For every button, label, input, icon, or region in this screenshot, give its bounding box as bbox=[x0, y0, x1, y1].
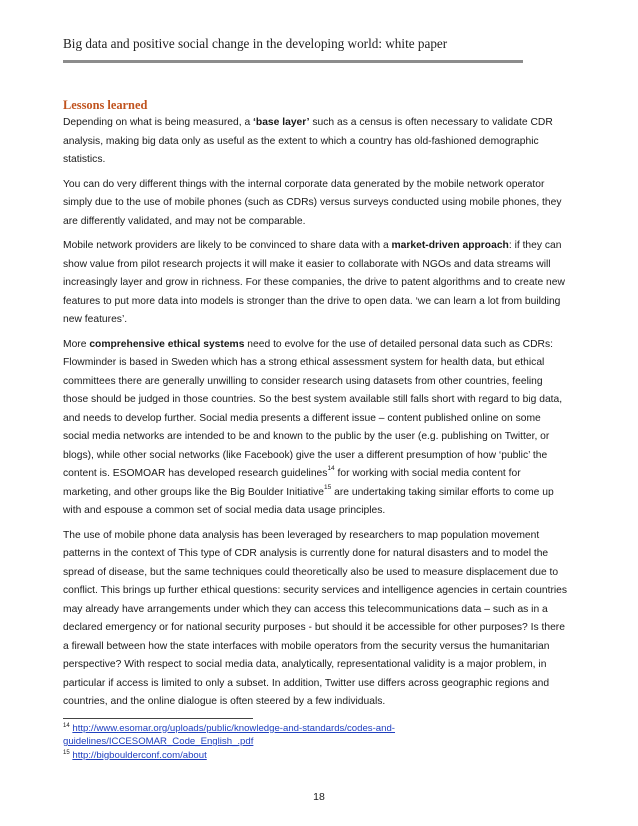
footnote-ref-14[interactable]: 14 bbox=[327, 465, 335, 472]
bold-phrase-market-driven: market-driven approach bbox=[391, 240, 509, 251]
page-number: 18 bbox=[313, 791, 325, 803]
footnote-link-bigboulder[interactable]: http://bigboulderconf.com/about bbox=[72, 749, 207, 761]
paragraph-text: such as a census is often necessary to validate CDR analysis, making big data only as useful as the extent to which a country has old-fashioned demographic statistics. bbox=[63, 117, 553, 165]
footnote-number: 14 bbox=[63, 722, 70, 729]
paragraph-base-layer bbox=[63, 114, 568, 170]
paragraph-mobile-analysis: The use of mobile phone data analysis has been leveraged by researchers to map population movement patterns in the context of This type of CDR analysis is currently done for natural disasters and to model the spread of disease, but the same techniques could theoretically also be used to measure displacement due to conflict. This brings up further ethical questions: security services and intelligence agencies in certain countries may already have arrangements under which they can access this telecommunications data – such as in a declared emergency or for national security purposes - but should it be accessible for other purposes? Is there a firewall between how the state interfaces with mobile operators from the security versus the humanitarian perspective? With respect to social media data, analytically, representational validity is a major problem, in particular if access is limited to only a subset. In addition, Twitter use differs across geographic regions and countries, and the online dialogue is often steered by a few individuals. bbox=[63, 529, 568, 707]
bold-phrase-ethical-systems: comprehensive ethical systems bbox=[89, 338, 245, 350]
paragraph-text: need to evolve for the use of detailed personal data such as CDRs: Flowminder is based in Sweden which has a strong ethical assessment system for health data, but ethical committees there are generally unwilling to consider research using datasets from other countries, feeling those should be judged in those countries. So the best system available still falls short with regard to big data, and needs to develop further. Social media presents a different issue – content published online on some social media networks are intended to be and known to the public by the user (e.g. publishing on Twitter, or blogs), while other social networks (like Facebook) give the user a different presumption of how ‘public’ the content is. ESOMOAR has developed research guidelines bbox=[63, 338, 563, 479]
section-heading: Lessons learned bbox=[63, 98, 148, 112]
header-divider bbox=[63, 60, 523, 63]
paragraph-text: More bbox=[63, 338, 90, 350]
paragraph-market-driven bbox=[63, 237, 568, 330]
bold-phrase-base-layer: ‘base layer’ bbox=[253, 117, 310, 128]
footnote-ref-15[interactable]: 15 bbox=[324, 483, 332, 491]
paragraph-text: for working with social media content for marketing, and other groups like the Big Boulder Initiative bbox=[63, 468, 521, 498]
paragraph-corporate-data: You can do very different things with the internal corporate data generated by the mobile network operator simply due to the use of mobile phones (such as CDRs) versus surveys conducted using mobile phones, they are differently validated, and may not be comparable. bbox=[63, 178, 562, 227]
footnote-link-esomar[interactable]: http://www.esomar.org/uploads/public/knowledge-and-standards/codes-and-guidelines/ICCESOMAR_Code_English_.pdf bbox=[63, 722, 396, 747]
page-header-title: Big data and positive social change in the developing world: white paper bbox=[63, 36, 448, 51]
paragraph-text: are undertaking taking similar efforts to come up with and espouse a common set of social media data usage principles. bbox=[63, 486, 554, 516]
footnote-14 bbox=[63, 722, 568, 749]
paragraph-ethical-systems bbox=[63, 336, 568, 521]
footnote-number: 15 bbox=[63, 749, 70, 756]
footnote-divider bbox=[63, 718, 253, 719]
footnote-15 bbox=[63, 749, 568, 763]
paragraph-text: : if they can show value from pilot research projects it will make it easier to collaborate with NGOs and data streams will increasingly layer and grow in richness. For these companies, the drive to patent algorithms and to create new features to put more data into models is stronger than the drive to open data. ‘we can learn a lot from building new features’. bbox=[63, 240, 565, 325]
paragraph-text: Depending on what is being measured, a bbox=[63, 117, 254, 128]
paragraph-text: Mobile network providers are likely to be convinced to share data with a bbox=[63, 240, 392, 251]
page-body bbox=[63, 98, 568, 762]
